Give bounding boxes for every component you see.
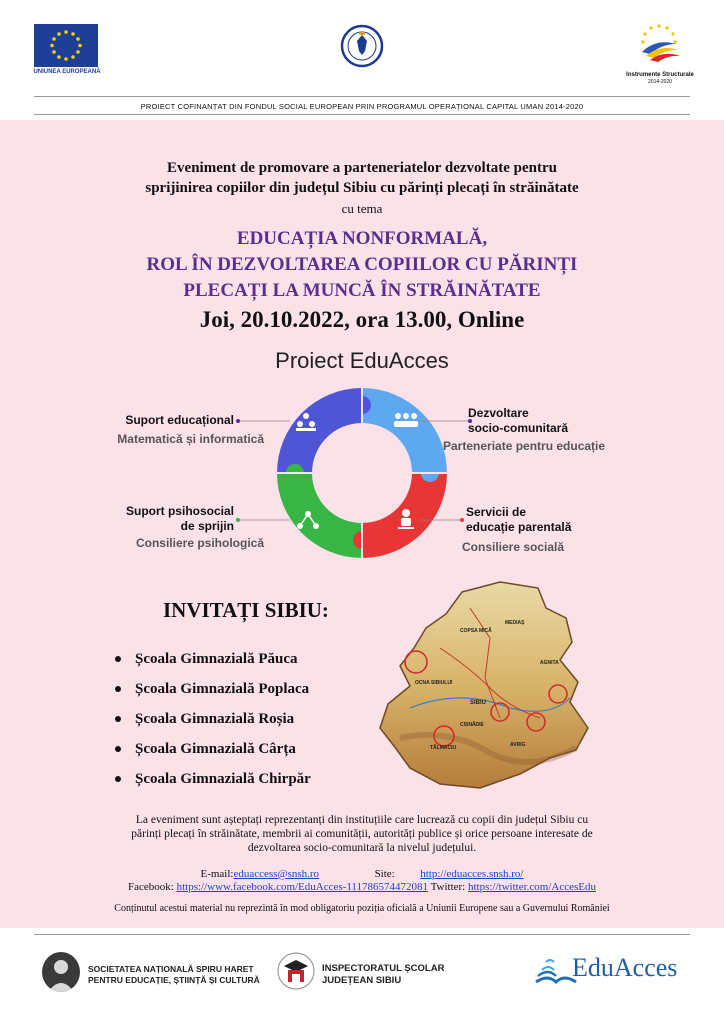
intro-line-3: cu tema xyxy=(341,201,383,216)
school-name: Școala Gimnazială Chirpăr xyxy=(135,770,311,787)
contact-line-2 xyxy=(0,881,724,893)
theme-line-1: EDUCAȚIA NONFORMALĂ, xyxy=(236,228,488,249)
site-label: Site: xyxy=(374,868,395,880)
eu-label: UNIUNEA EUROPEANĂ xyxy=(33,69,101,75)
school-name: Școala Gimnazială Poplaca xyxy=(135,680,310,697)
map-label: AGNITA xyxy=(540,660,559,666)
structural-instruments-years: 2014-2020 xyxy=(648,79,672,85)
isj-sibiu-logo xyxy=(276,950,316,992)
description-line-2: părinți plecați în străinătate, membrii ai comunității, autorități publice și orice persoane interesate de xyxy=(131,828,593,840)
isj-name-line-2: JUDEȚEAN SIBIU xyxy=(322,975,402,986)
intro-line-1: Eveniment de promovare a parteneriatelor dezvoltate pentru xyxy=(167,160,557,176)
eu-flag-logo xyxy=(34,24,98,67)
map-label: OCNA SIBIULUI xyxy=(415,680,453,686)
sibiu-county-map xyxy=(370,578,596,800)
email-link[interactable]: eduaccess@snsh.ro xyxy=(233,868,320,880)
list-item xyxy=(115,644,375,674)
school-name: Școala Gimnazială Cârța xyxy=(135,740,296,757)
map-label: COPSA MICĂ xyxy=(460,628,492,634)
diagram-title: Proiect EduAcces xyxy=(275,348,449,373)
footer-divider xyxy=(34,934,690,935)
list-item xyxy=(115,674,375,704)
quadrant-parental-title-1: Servicii de xyxy=(466,505,527,519)
contact-line-1 xyxy=(0,868,724,880)
quadrant-educational-title: Suport educațional xyxy=(125,413,234,427)
theme-line-3: PLECAȚI LA MUNCĂ ÎN STRĂINĂTATE xyxy=(183,280,541,301)
list-item xyxy=(115,764,375,794)
disclaimer: Conținutul acestui material nu reprezintă în mod obligatoriu poziția oficială a Uniunii Europene sau a Guvernului României xyxy=(114,903,610,914)
facebook-label: Facebook: xyxy=(128,881,174,893)
invited-schools-list xyxy=(115,644,375,794)
twitter-label: Twitter: xyxy=(430,881,466,893)
quadrant-community-subtitle: Parteneriate pentru educație xyxy=(443,439,606,453)
facebook-link[interactable]: https://www.facebook.com/EduAcces-111786574472081 xyxy=(176,881,428,893)
header-divider-bottom xyxy=(34,114,690,115)
event-date: Joi, 20.10.2022, ora 13.00, Online xyxy=(199,307,525,332)
spiru-haret-portrait-logo xyxy=(42,952,80,992)
bullet-icon xyxy=(115,716,121,722)
bullet-icon xyxy=(115,776,121,782)
quadrant-psychosocial-title-2: de sprijin xyxy=(180,519,234,533)
list-item xyxy=(115,704,375,734)
snsh-name-line-2: PENTRU EDUCAȚIE, ȘTIINȚĂ ȘI CULTURĂ xyxy=(88,975,260,985)
structural-instruments-label: Instrumente Structurale xyxy=(626,72,694,78)
map-label: AVRIG xyxy=(510,742,526,748)
school-name: Școala Gimnazială Păuca xyxy=(135,650,298,667)
school-name: Școala Gimnazială Roșia xyxy=(135,710,295,727)
snsh-name-line-1: SOCIETATEA NAȚIONALĂ SPIRU HARET xyxy=(88,964,254,974)
header-divider-top xyxy=(34,96,690,97)
description-line-1: La eveniment sunt așteptați reprezentanți din instituțiile care lucrează cu copii din județul Sibiu cu xyxy=(135,814,589,826)
map-label: TĂLMACIU xyxy=(430,745,457,751)
government-seal-logo xyxy=(340,24,384,68)
quadrant-psychosocial-subtitle: Consiliere psihologică xyxy=(135,536,264,550)
list-item xyxy=(115,734,375,764)
email-label: E-mail: xyxy=(200,868,234,880)
eduacces-logo-text: EduAcces xyxy=(572,953,678,982)
quadrant-psychosocial-title-1: Suport psihosocial xyxy=(125,504,234,518)
bullet-icon xyxy=(115,656,121,662)
twitter-link[interactable]: https://twitter.com/AccesEdu xyxy=(467,881,596,893)
structural-instruments-logo xyxy=(636,22,682,64)
isj-name-line-1: INSPECTORATUL ȘCOLAR xyxy=(322,963,445,974)
description-line-3: dezvoltarea socio-comunitară la nivelul județului. xyxy=(247,842,477,854)
site-link[interactable]: http://eduacces.snsh.ro/ xyxy=(420,868,524,880)
map-label: SIBIU xyxy=(470,700,487,706)
invited-heading: INVITAȚI SIBIU: xyxy=(163,598,329,622)
quadrant-parental-title-2: educație parentală xyxy=(466,520,572,534)
quadrant-educational-subtitle: Matematică și informatică xyxy=(117,432,264,446)
map-label: CISNĂDIE xyxy=(460,722,484,728)
bullet-icon xyxy=(115,686,121,692)
theme-line-2: ROL ÎN DEZVOLTAREA COPIILOR CU PĂRINȚI xyxy=(146,254,578,275)
quadrant-community-title-2: socio-comunitară xyxy=(468,421,569,435)
map-label: MEDIAȘ xyxy=(505,620,525,626)
bullet-icon xyxy=(115,746,121,752)
quadrant-community-title-1: Dezvoltare xyxy=(468,406,529,420)
project-cofinancing-line: PROIECT COFINANȚAT DIN FONDUL SOCIAL EUROPEAN PRIN PROGRAMUL OPERAȚIONAL CAPITAL UMAN 2014-2020 xyxy=(140,102,584,111)
intro-line-2: sprijinirea copiilor din județul Sibiu cu părinți plecați în străinătate xyxy=(145,180,579,196)
quadrant-parental-subtitle: Consiliere socială xyxy=(462,540,565,554)
